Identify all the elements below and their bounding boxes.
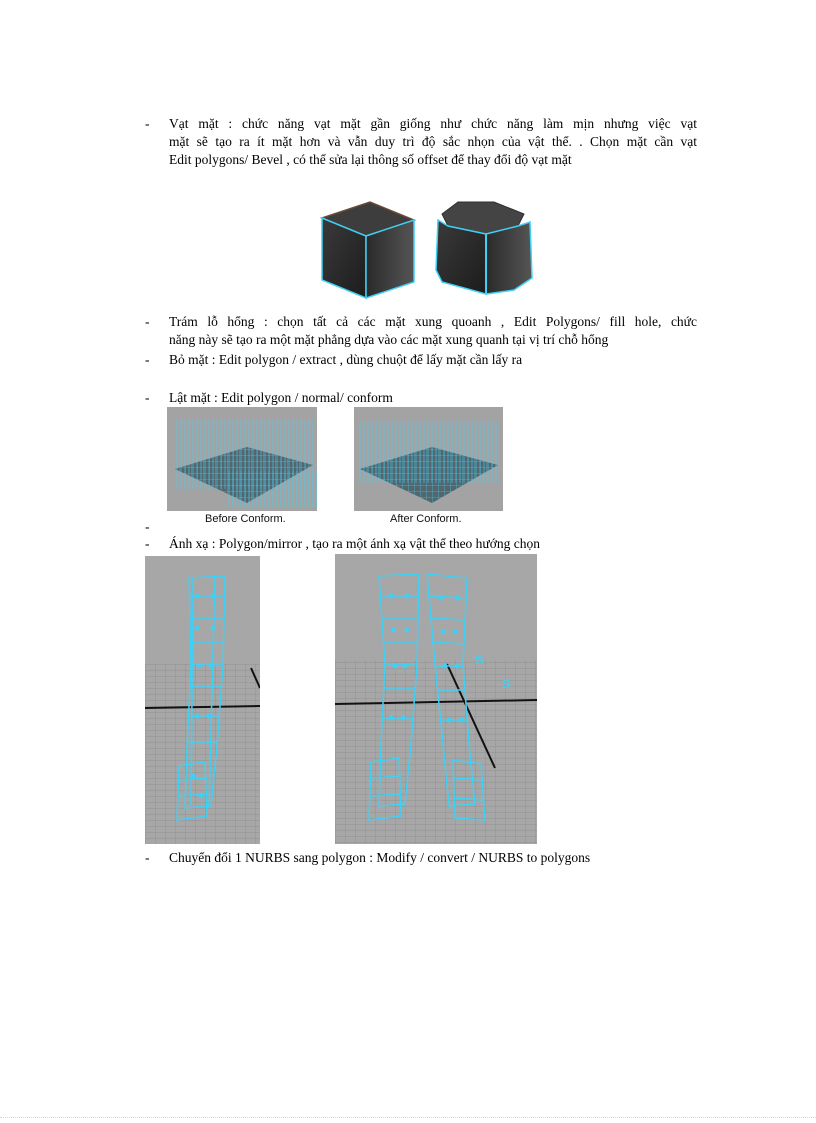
bullet-dash: - [145,536,150,551]
bullet-dash: - [145,116,150,131]
text-line: Lật mặt : Edit polygon / normal/ conform [169,390,393,405]
page-bottom-border [0,1117,816,1118]
text-line: Vạt mặt : chức năng vạt mặt gần giống như chức năng làm mịn nhưng việc vạt [169,116,697,131]
conform-before-caption: Before Conform. [205,513,286,525]
bevel-cubes-figure [318,198,540,302]
cube-plain [322,202,414,298]
mirror-after-image [335,554,537,844]
text-line: mặt sẽ tạo ra ít mặt hơn và vẫn duy trì độ sắc nhọn của vật thể. . Chọn mặt cần vạt [169,134,697,149]
bullet-dash: - [145,352,150,367]
text-line: Ánh xạ : Polygon/mirror , tạo ra một ánh xạ vật thể theo hướng chọn [169,536,541,551]
cube-beveled [436,202,532,294]
text-line: Trám lỗ hổng : chọn tất cả các mặt xung quoanh , Edit Polygons/ fill hole, chức [169,314,697,329]
mirror-label-s1: S [475,652,484,667]
conform-before-image [167,407,317,511]
text-line: năng này sẽ tạo ra một mặt phẳng dựa vào các mặt xung quanh tại vị trí chỗ hổng [169,332,609,347]
bullet-dash: - [145,390,150,405]
text-line: Bỏ mặt : Edit polygon / extract , dùng chuột để lấy mặt cần lấy ra [169,352,523,367]
bullet-dash: - [145,519,150,534]
text-line: Edit polygons/ Bevel , có thể sửa lại thông số offset để thay đổi độ vạt mặt [169,152,572,167]
mirror-label-s2: S [502,676,511,691]
bullet-dash: - [145,850,150,865]
mirror-before-image [145,556,260,844]
bullet-dash: - [145,314,150,329]
conform-after-caption: After Conform. [390,513,462,525]
conform-after-image [354,407,503,511]
text-line: Chuyển đổi 1 NURBS sang polygon : Modify / convert / NURBS to polygons [169,850,591,865]
